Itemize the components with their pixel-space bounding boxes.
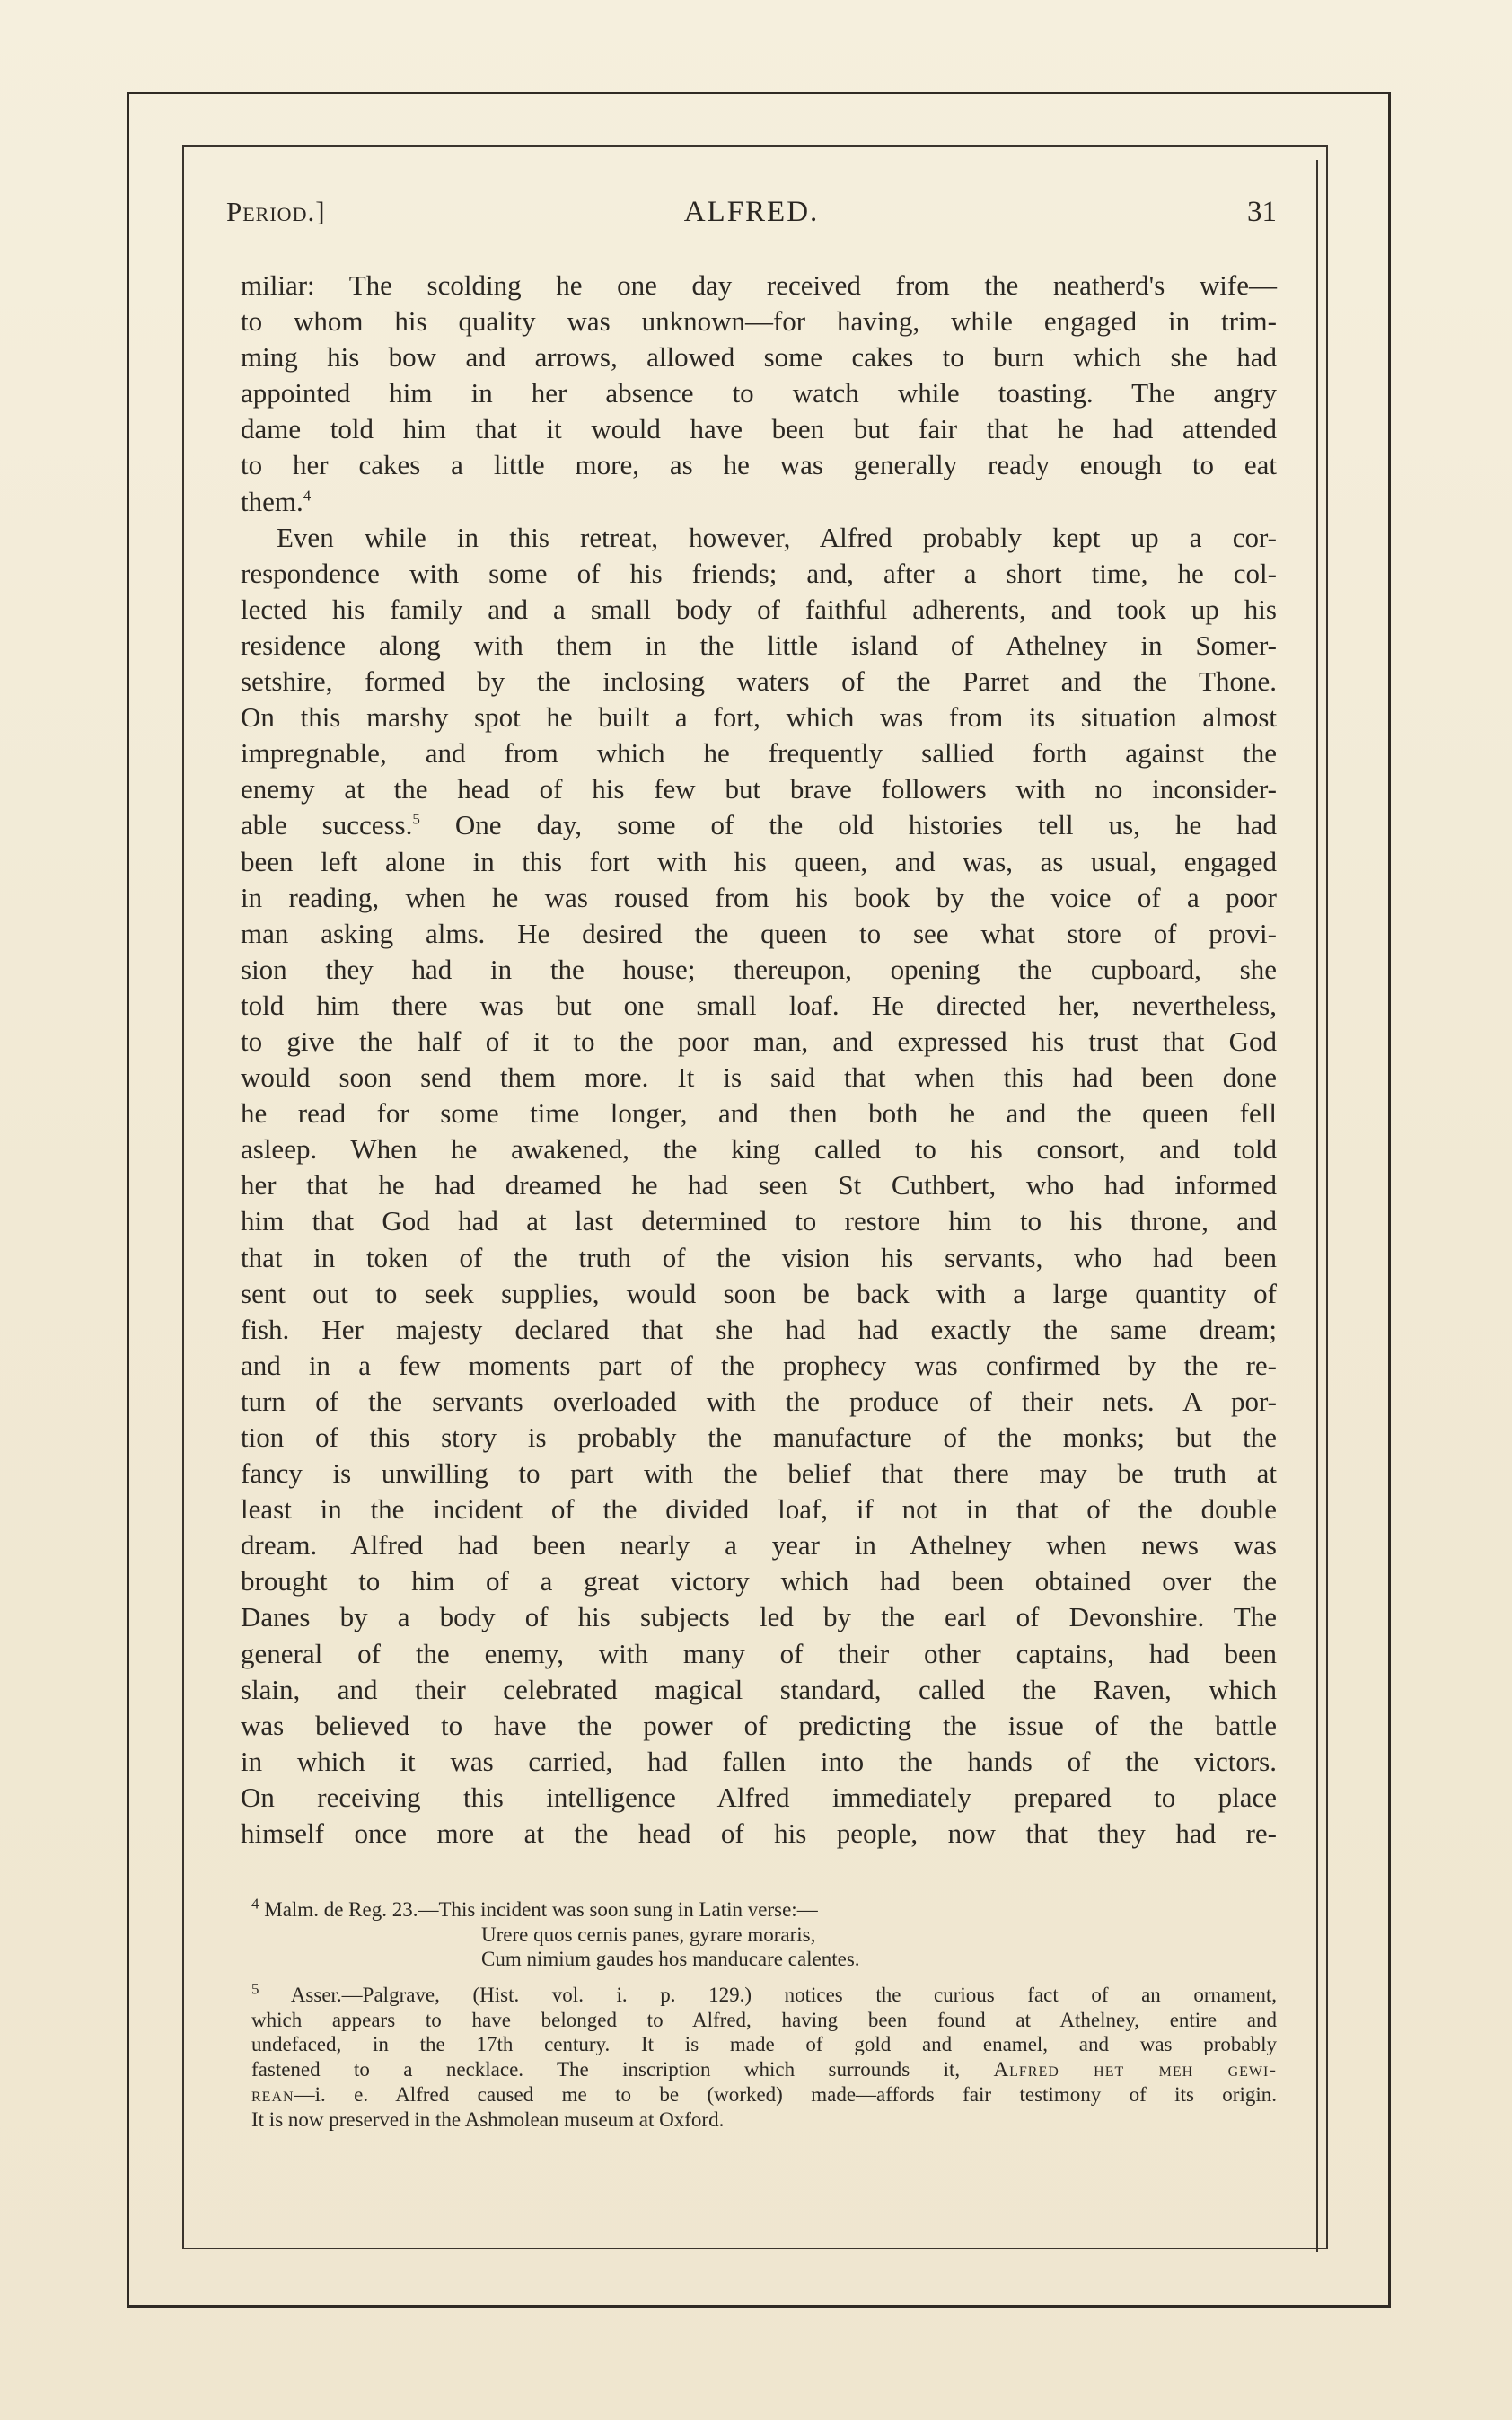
body-line: fancy is unwilling to part with the belief that there may be truth at [241, 1457, 1277, 1490]
body-line: tion of this story is probably the manufacture of the monks; but the [241, 1421, 1277, 1453]
footnote-ref-5: 5 [412, 811, 420, 829]
body-line: least in the incident of the divided loaf, if not in that of the double [241, 1493, 1277, 1526]
body-line: Even while in this retreat, however, Alfred probably kept up a cor- [277, 521, 1277, 553]
body-line: that in token of the truth of the vision his servants, who had been [241, 1241, 1277, 1273]
footnote-text: —i. e. Alfred caused me to be (worked) made—affords fair testimony of its origin. [294, 2082, 1277, 2106]
body-line: in reading, when he was roused from his book by the voice of a poor [241, 881, 1277, 913]
body-line: appointed him in her absence to watch while toasting. The angry [241, 377, 1277, 409]
footnote-text: Malm. de Reg. 23.—This incident was soon sung in Latin verse:— [259, 1898, 818, 1921]
footnote-line: undefaced, in the 17th century. It is made of gold and enamel, and was probably [251, 2033, 1277, 2056]
body-line [241, 807, 1277, 843]
body-line-text: them. [241, 485, 303, 517]
body-line: enemy at the head of his few but brave followers with no inconsider- [241, 773, 1277, 805]
footnote-line [251, 2082, 1277, 2108]
footnote-5 [251, 1980, 1277, 2008]
footnote-4 [251, 1897, 1277, 1923]
body-line: On receiving this intelligence Alfred immediately prepared to place [241, 1781, 1277, 1813]
body-line: to her cakes a little more, as he was generally ready enough to eat [241, 449, 1277, 481]
body-line: sion they had in the house; thereupon, opening the cupboard, she [241, 953, 1277, 985]
footnote-verse-line: Urere quos cernis panes, gyrare moraris, [481, 1923, 816, 1946]
body-line: impregnable, and from which he frequently sallied forth against the [241, 737, 1277, 770]
body-line: asleep. When he awakened, the king called to his consort, and told [241, 1133, 1277, 1166]
body-line: lected his family and a small body of faithful adherents, and took up his [241, 593, 1277, 625]
body-line: her that he had dreamed he had seen St Cuthbert, who had informed [241, 1169, 1277, 1201]
body-line: man asking alms. He desired the queen to see what store of provi- [241, 917, 1277, 949]
footnote-gap [251, 1972, 1277, 1983]
body-line: ming his bow and arrows, allowed some cakes to burn which she had [241, 341, 1277, 374]
footnote-text: fastened to a necklace. The inscription which surrounds it, [251, 2058, 994, 2081]
body-line: turn of the servants overloaded with the produce of their nets. A por- [241, 1385, 1277, 1417]
body-line: fish. Her majesty declared that she had had exactly the same dream; [241, 1313, 1277, 1345]
body-line: setshire, formed by the inclosing waters of the Parret and the Thone. [241, 665, 1277, 698]
body-line: respondence with some of his friends; and, after a short time, he col- [241, 557, 1277, 589]
running-head-left: Period.] [226, 196, 326, 227]
footnote-line [251, 2057, 1277, 2082]
body-line: general of the enemy, with many of their other captains, had been [241, 1637, 1277, 1669]
body-line: in which it was carried, had fallen into the hands of the victors. [241, 1745, 1277, 1777]
body-line: dream. Alfred had been nearly a year in Athelney when news was [241, 1529, 1277, 1562]
body-line [241, 484, 1277, 520]
body-line: dame told him that it would have been but fair that he had attended [241, 413, 1277, 445]
body-line: Danes by a body of his subjects led by the earl of Devonshire. The [241, 1601, 1277, 1633]
body-line: himself once more at the head of his people, now that they had re- [241, 1817, 1277, 1850]
footnote-ref-4: 4 [303, 487, 312, 505]
body-line: slain, and their celebrated magical standard, called the Raven, which [241, 1673, 1277, 1705]
body-line: been left alone in this fort with his queen, and was, as usual, engaged [241, 845, 1277, 877]
footnotes [251, 1897, 1277, 2132]
inscription-text: rean [251, 2082, 294, 2106]
body-line: miliar: The scolding he one day received from the neatherd's wife— [241, 269, 1277, 301]
body-line: residence along with them in the little island of Athelney in Somer- [241, 629, 1277, 661]
body-line: he read for some time longer, and then both he and the queen fell [241, 1097, 1277, 1130]
body-line: was believed to have the power of predicting the issue of the battle [241, 1709, 1277, 1741]
body-line-text: able success. [241, 809, 413, 841]
footnote-mark-5: 5 [251, 1980, 259, 1998]
footnote-line: It is now preserved in the Ashmolean museum at Oxford. [251, 2108, 725, 2131]
inscription-text: Alfred het meh gewi- [993, 2058, 1277, 2081]
body-line: him that God had at last determined to restore him to his throne, and [241, 1205, 1277, 1237]
footnote-text: Asser.—Palgrave, (Hist. vol. i. p. 129.) notices the curious fact of an ornament, [259, 1984, 1277, 2007]
body-line: and in a few moments part of the prophecy was confirmed by the re- [241, 1349, 1277, 1381]
running-header [226, 196, 1277, 241]
body-line: would soon send them more. It is said that when this had been done [241, 1061, 1277, 1094]
running-head-title: ALFRED. [683, 196, 820, 228]
body-line: brought to him of a great victory which had been obtained over the [241, 1565, 1277, 1597]
body-line: to whom his quality was unknown—for having, while engaged in trim- [241, 305, 1277, 338]
body-line: to give the half of it to the poor man, and expressed his trust that God [241, 1025, 1277, 1057]
body-line-text: One day, some of the old histories tell us, he had [419, 809, 1277, 841]
page-number: 31 [1247, 196, 1277, 228]
footnote-mark-4: 4 [251, 1895, 259, 1913]
body-line: On this marshy spot he built a fort, which was from its situation almost [241, 701, 1277, 734]
inner-right-rule [1316, 160, 1318, 2252]
body-line: sent out to seek supplies, would soon be back with a large quantity of [241, 1277, 1277, 1309]
body-text [241, 268, 1277, 1852]
footnote-line: which appears to have belonged to Alfred, having been found at Athelney, entire and [251, 2008, 1277, 2031]
body-line: told him there was but one small loaf. He directed her, nevertheless, [241, 989, 1277, 1021]
footnote-verse-line: Cum nimium gaudes hos manducare calentes. [481, 1948, 860, 1971]
